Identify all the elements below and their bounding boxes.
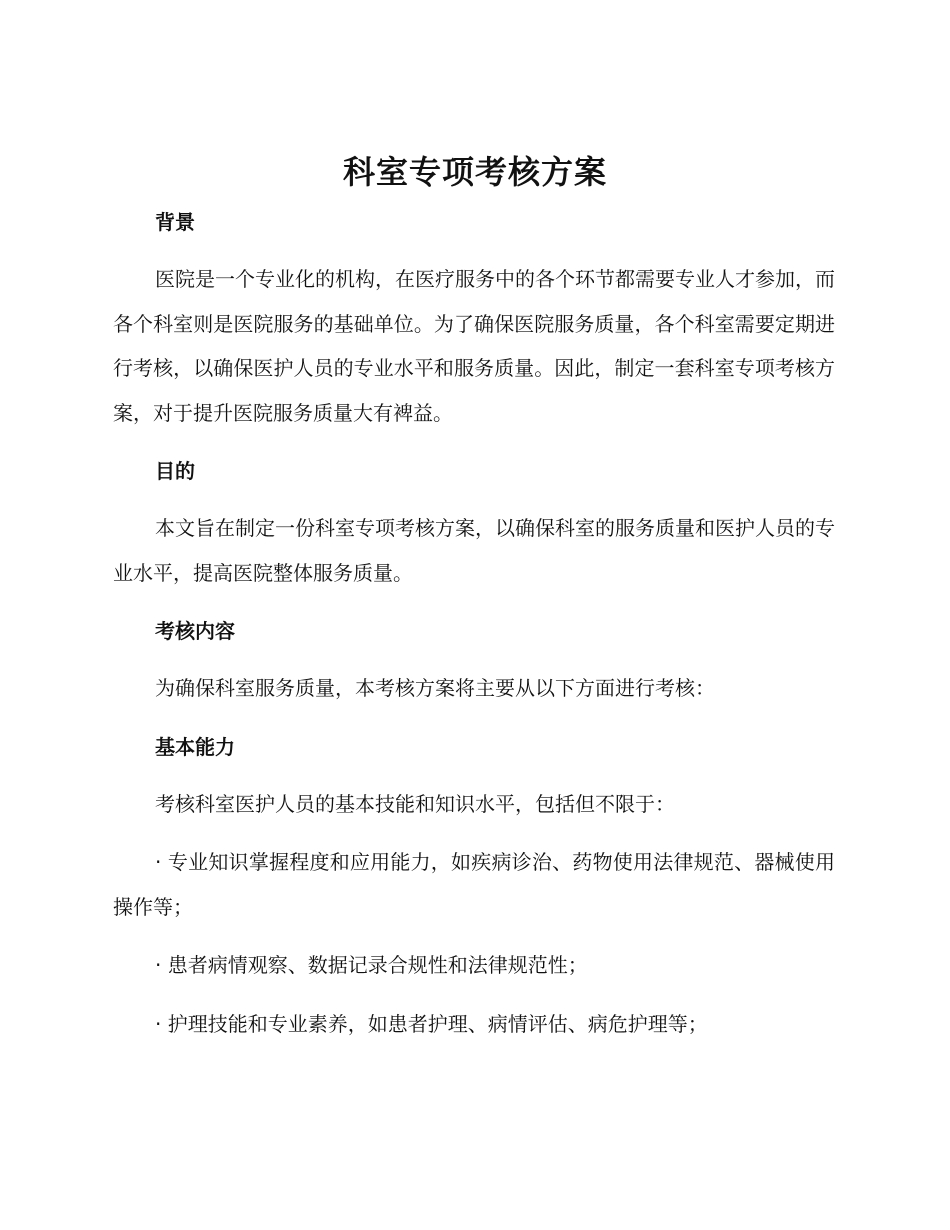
bullet-item: · 专业知识掌握程度和应用能力，如疾病诊治、药物使用法律规范、器械使用操作等； (113, 850, 835, 919)
document-body (113, 200, 835, 1046)
bullet-item: · 护理技能和专业素养，如患者护理、病情评估、病危护理等； (155, 1011, 708, 1036)
heading-background: 背景 (155, 210, 195, 234)
paragraph-basic-ability: 考核科室医护人员的基本技能和知识水平，包括但不限于： (155, 791, 675, 816)
paragraph-assessment-content: 为确保科室服务质量，本考核方案将主要从以下方面进行考核： (155, 676, 715, 700)
bullet-item: · 患者病情观察、数据记录合规性和法律规范性； (155, 953, 588, 977)
heading-purpose: 目的 (155, 459, 195, 483)
paragraph-background: 医院是一个专业化的机构，在医疗服务中的各个环节都需要专业人才参加，而各个科室则是医院服务的基础单位。为了确保医院服务质量，各个科室需要定期进行考核，以确保医护人员的专业水平和服务质量。因此，制定一套科室专项考核方案，对于提升医院服务质量大有裨益。 (113, 267, 835, 425)
paragraph-purpose: 本文旨在制定一份科室专项考核方案，以确保科室的服务质量和医护人员的专业水平，提高医院整体服务质量。 (113, 516, 835, 585)
document-title: 科室专项考核方案 (342, 153, 607, 191)
heading-assessment-content: 考核内容 (155, 619, 235, 643)
heading-basic-ability: 基本能力 (155, 734, 235, 759)
